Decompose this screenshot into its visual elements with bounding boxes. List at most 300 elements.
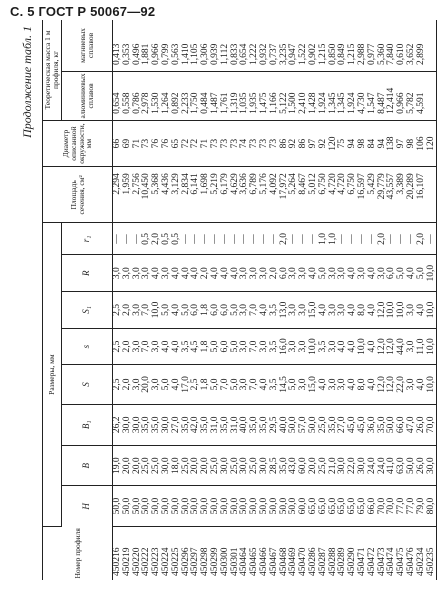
cell-s-small: 12,0 xyxy=(378,328,388,365)
cell-mass-mg: 0,654 xyxy=(240,20,250,71)
cell-r1: 2,0 xyxy=(417,223,427,255)
cell-s-small: 3,0 xyxy=(299,328,309,365)
cell-r1: — xyxy=(270,223,280,255)
cell-diameter: 65 xyxy=(172,120,182,166)
cell-profile-number: 450476 xyxy=(405,547,416,576)
cell-s-big: 2,5 xyxy=(191,365,201,404)
cell-h: 65,0 xyxy=(309,486,319,526)
cell-s1: 6,0 xyxy=(211,292,221,329)
cell-s1: 4,0 xyxy=(319,292,329,329)
cell-profile-number: 450286 xyxy=(307,547,318,576)
cell-s-big: 5,0 xyxy=(231,365,241,404)
cell-b: 25,0 xyxy=(250,446,260,486)
cell-b: 25,0 xyxy=(142,446,152,486)
cell-diameter: 73 xyxy=(231,120,241,166)
cell-s-big: 3,0 xyxy=(329,365,339,404)
cell-diameter: 98 xyxy=(358,120,368,166)
cell-r: 3,0 xyxy=(358,255,368,292)
cell-diameter: 73 xyxy=(211,120,221,166)
cell-b1: 35,0 xyxy=(142,404,152,446)
cell-s-big: 5,0 xyxy=(289,365,299,404)
cell-mass-mg: 0,610 xyxy=(397,20,407,71)
cell-mass-al: 1,487 xyxy=(211,71,221,120)
cell-s-small: 2,5 xyxy=(113,328,123,365)
cell-s-small: 3,5 xyxy=(182,328,192,365)
cell-profile-number: 450235 xyxy=(427,526,437,580)
cell-r1: 2,0 xyxy=(378,223,388,255)
cell-s-big: 4,0 xyxy=(417,365,427,404)
cell-h: 77,0 xyxy=(407,486,417,526)
cell-mass-mg xyxy=(427,20,437,71)
cell-r1: — xyxy=(289,223,299,255)
cell-b: 20,0 xyxy=(201,446,211,486)
cell-diameter: 86 xyxy=(280,120,290,166)
cell-diameter: 92 xyxy=(319,120,329,166)
header-r1: r₁ xyxy=(62,223,113,255)
cell-s1: 6,0 xyxy=(191,292,201,329)
cell-mass-al: 4,591 xyxy=(417,71,427,120)
cell-profile-number: 450470 xyxy=(298,547,309,576)
cell-b1: 35,0 xyxy=(260,404,270,446)
cell-b: 50,0 xyxy=(407,446,417,486)
cell-r: 3,0 xyxy=(260,255,270,292)
cell-s-big: 3,0 xyxy=(133,365,143,404)
cell-mass-al: 0,654 xyxy=(113,71,123,120)
header-B: B xyxy=(62,446,113,486)
cell-r1: — xyxy=(250,223,260,255)
cell-s-small: 3,5 xyxy=(319,328,329,365)
cell-profile-number: 450474 xyxy=(386,547,397,576)
cell-profile-number: 450290 xyxy=(347,547,358,576)
cell-h: 50,0 xyxy=(142,486,152,526)
cell-diameter: 76 xyxy=(152,120,162,166)
cell-h: 65,0 xyxy=(329,486,339,526)
profiles-table xyxy=(42,20,437,580)
cell-h: 50,0 xyxy=(270,486,280,526)
cell-b: 30,0 xyxy=(221,446,231,486)
cell-area: 6,179 xyxy=(221,167,231,223)
cell-b: 18,0 xyxy=(172,446,182,486)
cell-b1: 35,0 xyxy=(152,404,162,446)
cell-mass-mg: 3,652 xyxy=(407,20,417,71)
cell-s1: 3,0 xyxy=(338,292,348,329)
cell-s-small: 4,0 xyxy=(368,328,378,365)
cell-s1: 3,0 xyxy=(289,292,299,329)
cell-b1: 26,0 xyxy=(417,404,427,446)
cell-s-small: 10,0 xyxy=(358,328,368,365)
cell-area: 4,629 xyxy=(231,167,241,223)
cell-profile-number: 450300 xyxy=(219,547,230,576)
cell-b: 20,0 xyxy=(133,446,143,486)
cell-b1: 40,0 xyxy=(240,404,250,446)
cell-area: 1,698 xyxy=(201,167,211,223)
cell-r1: — xyxy=(133,223,143,255)
cell-b1: 30,0 xyxy=(133,404,143,446)
header-S: S xyxy=(62,365,113,404)
cell-b: 30,0 xyxy=(358,446,368,486)
cell-s1: 5,0 xyxy=(231,292,241,329)
cell-r1: — xyxy=(387,223,397,255)
cell-b1: 30,0 xyxy=(162,404,172,446)
cell-h: 70,0 xyxy=(378,486,388,526)
cell-area: 4,720 xyxy=(329,167,339,223)
cell-b1: 50,0 xyxy=(309,404,319,446)
cell-mass-mg: 0,306 xyxy=(201,20,211,71)
cell-b: 25,0 xyxy=(319,446,329,486)
cell-s-big: 14,5 xyxy=(280,365,290,404)
cell-diameter: 72 xyxy=(191,120,201,166)
cell-area: 3,129 xyxy=(172,167,182,223)
cell-s-big: 20,0 xyxy=(142,365,152,404)
cell-mass-al: 2,233 xyxy=(182,71,192,120)
cell-area: 6,750 xyxy=(319,167,329,223)
cell-s-small: 3,0 xyxy=(133,328,143,365)
cell-b1: 47,0 xyxy=(407,404,417,446)
cell-b1: 42,0 xyxy=(191,404,201,446)
cell-s-big: 2,0 xyxy=(123,365,133,404)
cell-r1: — xyxy=(397,223,407,255)
cell-r: 2,0 xyxy=(201,255,211,292)
cell-h: 50,0 xyxy=(231,486,241,526)
cell-mass-mg: 0,932 xyxy=(260,20,270,71)
cell-s-small: 10,0 xyxy=(427,328,437,365)
cell-r: 3,0 xyxy=(142,255,152,292)
cell-s-big: 4,0 xyxy=(260,365,270,404)
cell-mass-al: 1,166 xyxy=(270,71,280,120)
cell-b: 25,0 xyxy=(211,446,221,486)
cell-s-big: 4,0 xyxy=(368,365,378,404)
cell-s-small: 2,0 xyxy=(123,328,133,365)
cell-r1: — xyxy=(123,223,133,255)
cell-mass-al: 0,786 xyxy=(133,71,143,120)
cell-diameter: 73 xyxy=(250,120,260,166)
cell-s1: 3,0 xyxy=(407,292,417,329)
cell-diameter: 75 xyxy=(338,120,348,166)
header-diameter: Диаметр описанной окружности, мм xyxy=(43,120,113,166)
cell-s-small: 4,5 xyxy=(191,328,201,365)
cell-h: 50,0 xyxy=(113,486,123,526)
cell-s1: 3,0 xyxy=(329,292,339,329)
cell-diameter: 120 xyxy=(427,120,437,166)
cell-r1: — xyxy=(260,223,270,255)
cell-s1: 4,0 xyxy=(260,292,270,329)
header-S1: S₁ xyxy=(62,292,113,329)
cell-profile-number: 450298 xyxy=(200,547,211,576)
cell-r: 4,0 xyxy=(348,255,358,292)
header-s: s xyxy=(62,328,113,365)
cell-r: 3,0 xyxy=(240,255,250,292)
cell-s-small: 4,0 xyxy=(348,328,358,365)
cell-h: 50,0 xyxy=(240,486,250,526)
cell-s-big: 4,0 xyxy=(319,365,329,404)
cell-s-small: 7,0 xyxy=(142,328,152,365)
cell-h: 50,0 xyxy=(152,486,162,526)
cell-s1: 3,0 xyxy=(240,292,250,329)
cell-mass-al: 1,935 xyxy=(250,71,260,120)
cell-h: 50,0 xyxy=(260,486,270,526)
cell-b1: 35,0 xyxy=(329,404,339,446)
cell-r1: — xyxy=(113,223,123,255)
cell-b1: 40,0 xyxy=(280,404,290,446)
cell-h: 50,0 xyxy=(201,486,211,526)
cell-mass-mg: 2,988 xyxy=(358,20,368,71)
cell-diameter: 73 xyxy=(221,120,231,166)
cell-s-big: 7,0 xyxy=(221,365,231,404)
cell-s-big: 4,0 xyxy=(172,365,182,404)
cell-mass-mg: 7,840 xyxy=(387,20,397,71)
cell-diameter: 97 xyxy=(397,120,407,166)
cell-b: 28,5 xyxy=(270,446,280,486)
cell-b: 30,0 xyxy=(427,446,437,486)
cell-s-small: 7,0 xyxy=(250,328,260,365)
cell-s1: 3,0 xyxy=(299,292,309,329)
cell-diameter: 94 xyxy=(378,120,388,166)
cell-s1: 7,0 xyxy=(142,292,152,329)
cell-s-big: 7,0 xyxy=(250,365,260,404)
cell-area: 4,436 xyxy=(162,167,172,223)
cell-area: 16,107 xyxy=(417,167,427,223)
header-B1: B₁ xyxy=(62,404,113,446)
cell-r: 4,0 xyxy=(231,255,241,292)
cell-diameter: 73 xyxy=(270,120,280,166)
cell-b: 19,0 xyxy=(113,446,123,486)
cell-s1: 4,0 xyxy=(417,292,427,329)
cell-diameter: 94 xyxy=(348,120,358,166)
table-row xyxy=(427,20,437,580)
cell-s1: 10,0 xyxy=(427,292,437,329)
cell-area: 1,959 xyxy=(123,167,133,223)
cell-area: 2,756 xyxy=(133,167,143,223)
cell-r1: 0,5 xyxy=(142,223,152,255)
cell-r1: 1,0 xyxy=(329,223,339,255)
cell-diameter: 74 xyxy=(240,120,250,166)
cell-s1: 4,0 xyxy=(172,292,182,329)
cell-s-big: 3,0 xyxy=(299,365,309,404)
cell-area: 43,557 xyxy=(387,167,397,223)
cell-r1: 2,0 xyxy=(280,223,290,255)
cell-diameter: 92 xyxy=(289,120,299,166)
cell-mass-al: 12,414 xyxy=(387,71,397,120)
cell-s-big: 5,0 xyxy=(162,365,172,404)
cell-mass-mg: 0,413 xyxy=(113,20,123,71)
cell-h: 65,0 xyxy=(348,486,358,526)
cell-s-big: 8,0 xyxy=(358,365,368,404)
cell-r: 4,0 xyxy=(221,255,231,292)
cell-b1: 66,0 xyxy=(397,404,407,446)
cell-area: 5,368 xyxy=(152,167,162,223)
cell-area: 5,012 xyxy=(309,167,319,223)
cell-area: 3,389 xyxy=(397,167,407,223)
cell-s-big: 3,0 xyxy=(407,365,417,404)
cell-mass-al: 2,978 xyxy=(142,71,152,120)
cell-s-big: 12,0 xyxy=(387,365,397,404)
cell-diameter: 66 xyxy=(113,120,123,166)
cell-s1: 15,0 xyxy=(309,292,319,329)
cell-profile-number: 450222 xyxy=(141,547,152,576)
cell-b1: 45,0 xyxy=(358,404,368,446)
cell-mass-mg: 0,939 xyxy=(211,20,221,71)
cell-r1: — xyxy=(407,223,417,255)
cell-b: 20,0 xyxy=(309,446,319,486)
cell-profile-number: 450234 xyxy=(415,547,426,576)
cell-mass-mg: 5,360 xyxy=(378,20,388,71)
cell-mass-mg: 0,833 xyxy=(231,20,241,71)
cell-area: 3,636 xyxy=(240,167,250,223)
cell-h: 50,0 xyxy=(172,486,182,526)
cell-profile-number: 450299 xyxy=(209,547,220,576)
cell-s1: 4,0 xyxy=(348,292,358,329)
cell-s-big: 17,0 xyxy=(182,365,192,404)
cell-r: 6,0 xyxy=(280,255,290,292)
cell-r1: — xyxy=(231,223,241,255)
cell-r: 5,0 xyxy=(397,255,407,292)
cell-b: 26,0 xyxy=(417,446,427,486)
cell-area: 4,092 xyxy=(270,167,280,223)
cell-s1: 8,0 xyxy=(358,292,368,329)
cell-mass-mg: 1,881 xyxy=(142,20,152,71)
cell-r: 4,0 xyxy=(182,255,192,292)
header-H: H xyxy=(62,486,113,526)
cell-area: 16,597 xyxy=(358,167,368,223)
cell-r1: — xyxy=(427,223,437,255)
cell-s1: 10,0 xyxy=(397,292,407,329)
cell-s-small: 4,0 xyxy=(162,328,172,365)
cell-s-big: 3,0 xyxy=(240,365,250,404)
cell-profile-number: 450471 xyxy=(356,547,367,576)
cell-profile-number: 450225 xyxy=(170,547,181,576)
cell-mass-al: 2,410 xyxy=(299,71,309,120)
cell-mass-al: 1,428 xyxy=(309,71,319,120)
cell-mass-al: 5,122 xyxy=(280,71,290,120)
cell-profile-number: 450468 xyxy=(278,547,289,576)
cell-b: 25,0 xyxy=(152,446,162,486)
cell-mass-al: 4,730 xyxy=(358,71,368,120)
cell-r1: — xyxy=(368,223,378,255)
cell-mass-al: 1,035 xyxy=(240,71,250,120)
cell-h: 65,0 xyxy=(319,486,329,526)
cell-h: 65,0 xyxy=(338,486,348,526)
cell-area: 20,289 xyxy=(407,167,417,223)
cell-profile-number: 450223 xyxy=(151,547,162,576)
cell-b: 35,0 xyxy=(280,446,290,486)
cell-r: 4,0 xyxy=(309,255,319,292)
cell-h: 66,0 xyxy=(368,486,378,526)
cell-s1: 5,0 xyxy=(162,292,172,329)
cell-area: 8,467 xyxy=(299,167,309,223)
cell-area: 6,789 xyxy=(250,167,260,223)
cell-b: 30,0 xyxy=(338,446,348,486)
cell-b1: 29,5 xyxy=(270,404,280,446)
cell-b1: 35,0 xyxy=(250,404,260,446)
cell-r1: — xyxy=(201,223,211,255)
cell-b: 30,0 xyxy=(162,446,172,486)
cell-h: 50,0 xyxy=(123,486,133,526)
cell-s-small: 3,0 xyxy=(152,328,162,365)
cell-s1: 7,0 xyxy=(250,292,260,329)
cell-b1: 31,0 xyxy=(211,404,221,446)
cell-profile-number: 450297 xyxy=(190,547,201,576)
cell-area: 5,429 xyxy=(368,167,378,223)
cell-s1: 10,0 xyxy=(387,292,397,329)
cell-b1: 50,0 xyxy=(387,404,397,446)
cell-r: 3,0 xyxy=(113,255,123,292)
cell-s-small: 1,8 xyxy=(201,328,211,365)
cell-b: 41,0 xyxy=(387,446,397,486)
cell-b: 24,0 xyxy=(378,446,388,486)
cell-h: 50,0 xyxy=(182,486,192,526)
cell-r: 3,0 xyxy=(133,255,143,292)
cell-b1: 27,0 xyxy=(338,404,348,446)
cell-h: 60,0 xyxy=(299,486,309,526)
cell-r: 4,0 xyxy=(368,255,378,292)
cell-s-big: 3,0 xyxy=(338,365,348,404)
cell-diameter: 120 xyxy=(329,120,339,166)
cell-b1: 70,0 xyxy=(427,404,437,446)
cell-r1: — xyxy=(182,223,192,255)
cell-r1: — xyxy=(309,223,319,255)
cell-r1: — xyxy=(299,223,309,255)
cell-diameter: 76 xyxy=(162,120,172,166)
cell-area: 2,294 xyxy=(113,167,123,223)
cell-mass-mg: 0,947 xyxy=(289,20,299,71)
header-R: R xyxy=(62,255,113,292)
rotated-table-block xyxy=(20,20,436,580)
cell-mass-al: 0,558 xyxy=(123,71,133,120)
cell-mass-al: 1,924 xyxy=(348,71,358,120)
cell-profile-number: 450220 xyxy=(131,547,142,576)
cell-mass-al: 1,750 xyxy=(191,71,201,120)
cell-mass-al: 5,782 xyxy=(407,71,417,120)
continuation-label: Продолжение табл. 1 xyxy=(20,26,34,138)
cell-s-small: 3,0 xyxy=(260,328,270,365)
cell-b: 20,0 xyxy=(191,446,201,486)
cell-h: 50,0 xyxy=(133,486,143,526)
cell-mass-mg: 0,563 xyxy=(172,20,182,71)
cell-mass-mg: 2,899 xyxy=(417,20,427,71)
cell-b: 30,0 xyxy=(260,446,270,486)
cell-r: 4,0 xyxy=(152,255,162,292)
cell-s-big: 1,8 xyxy=(201,365,211,404)
cell-r1: 1,0 xyxy=(319,223,329,255)
cell-b: 43,0 xyxy=(289,446,299,486)
cell-b1: 35,0 xyxy=(182,404,192,446)
cell-r: 2,0 xyxy=(270,255,280,292)
cell-b: 25,0 xyxy=(231,446,241,486)
cell-s-small: 5,0 xyxy=(211,328,221,365)
cell-mass-al: 0,892 xyxy=(172,71,182,120)
cell-s-small: 16,0 xyxy=(280,328,290,365)
cell-profile-number: 450289 xyxy=(337,547,348,576)
cell-profile-number: 450301 xyxy=(229,547,240,576)
cell-diameter: 73 xyxy=(142,120,152,166)
cell-mass-mg: 0,496 xyxy=(133,20,143,71)
cell-r: 3,0 xyxy=(299,255,309,292)
cell-b: 63,0 xyxy=(397,446,407,486)
cell-b1: 27,0 xyxy=(172,404,182,446)
header-mass-group: Теоретическая масса 1 м профиля, кг xyxy=(43,20,62,120)
cell-h: 50,0 xyxy=(280,486,290,526)
cell-diameter: 72 xyxy=(182,120,192,166)
cell-r: 3,0 xyxy=(338,255,348,292)
cell-h: 65,0 xyxy=(358,486,368,526)
cell-mass-mg: 1,222 xyxy=(250,20,260,71)
cell-mass-mg: 0,353 xyxy=(123,20,133,71)
cell-s1: 4,0 xyxy=(368,292,378,329)
cell-s-small: 4,0 xyxy=(338,328,348,365)
cell-s-small: 3,5 xyxy=(270,328,280,365)
cell-diameter: 84 xyxy=(368,120,378,166)
cell-mass-al: 1,530 xyxy=(152,71,162,120)
